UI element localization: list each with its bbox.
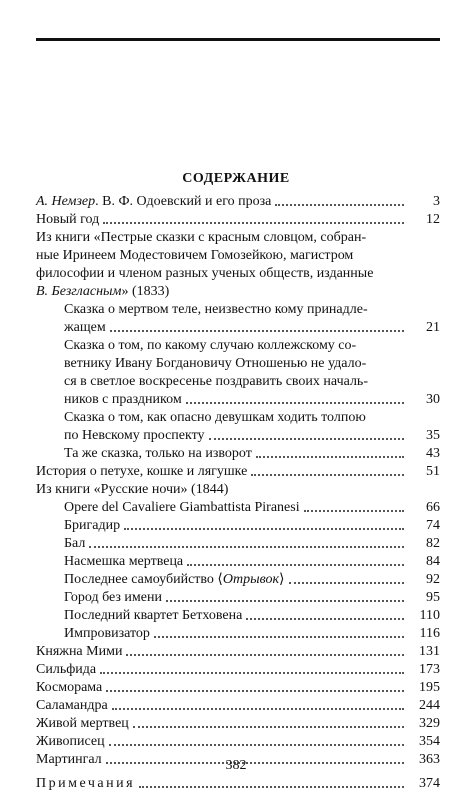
toc-entry	[36, 427, 440, 445]
toc-entry-title	[64, 535, 85, 553]
toc-page-number: 116	[419, 626, 440, 641]
toc-text-part: Сказка о мертвом теле, неизвестно кому принадле-	[64, 302, 368, 317]
toc-page-number: 51	[426, 464, 440, 479]
toc-page-number: 110	[419, 608, 440, 623]
toc-page-number: 66	[426, 500, 440, 515]
toc-page-number: 173	[419, 662, 440, 677]
toc-text-part: ветнику Ивану Богдановичу Отношенью не удало-	[64, 356, 367, 371]
top-rule	[36, 38, 440, 41]
toc-text-part: Из книги «Пестрые сказки с красным словцом, собран-	[36, 230, 367, 245]
toc-page-number: 374	[419, 776, 440, 791]
toc-entry-title	[64, 374, 368, 389]
toc-entry	[36, 697, 440, 715]
toc-entry	[36, 319, 440, 337]
toc-text-part: » (1833)	[121, 284, 170, 299]
page-title: СОДЕРЖАНИЕ	[182, 171, 290, 186]
toc-entry	[36, 661, 440, 679]
dot-leader	[112, 708, 404, 710]
toc-page-number: 195	[419, 680, 440, 695]
toc-entry-title	[36, 482, 228, 497]
dot-leader	[110, 330, 404, 332]
toc-text-part: Саламандра	[36, 698, 108, 713]
toc-text-part: Из книги «Русские ночи» (1844)	[36, 482, 229, 497]
toc-entry-title	[64, 589, 162, 607]
toc-page-number: 92	[426, 572, 440, 587]
toc-entry-title	[36, 775, 135, 793]
dot-leader	[256, 456, 404, 458]
toc-entry	[36, 193, 440, 211]
toc-page-number: 3	[433, 194, 440, 209]
toc-line	[36, 301, 440, 319]
dot-leader	[89, 546, 404, 548]
toc-page-number: 35	[426, 428, 440, 443]
dot-leader	[126, 654, 404, 656]
toc-text-part: Насмешка мертвеца	[64, 554, 184, 569]
toc-text-part: ся в светлое воскресенье поздравить своих началь-	[64, 374, 368, 389]
toc-text-part: Та же сказка, только на изворот	[64, 446, 252, 461]
toc-line	[36, 283, 440, 301]
dot-leader	[133, 726, 404, 728]
toc-entry	[36, 517, 440, 535]
toc-text-part: В. Безгласным	[36, 284, 122, 299]
toc-entry-title	[64, 445, 252, 463]
toc-entry	[36, 391, 440, 409]
toc-page-number: 43	[426, 446, 440, 461]
toc-entry-title	[36, 230, 366, 245]
toc-entry-title	[64, 302, 368, 317]
toc-entry	[36, 463, 440, 481]
toc-page-number: 95	[426, 590, 440, 605]
dot-leader	[289, 582, 404, 584]
toc-text-part: Мартингал	[36, 752, 102, 767]
toc-text-part: Примечания	[36, 776, 136, 791]
toc-entry	[36, 607, 440, 625]
toc-text-part: История о петухе, кошке и лягушке	[36, 464, 248, 479]
toc-page-number: 21	[426, 320, 440, 335]
toc-entry-title	[64, 553, 183, 571]
toc-text-part: ников с праздником	[64, 392, 182, 407]
toc-entry-title	[64, 319, 106, 337]
toc-text-part: Живописец	[36, 734, 105, 749]
toc-entry-title	[64, 625, 150, 643]
toc-entry	[36, 553, 440, 571]
toc-line	[36, 265, 440, 283]
toc-entry-title	[36, 643, 122, 661]
toc-entry	[36, 499, 440, 517]
toc-text-part: Косморама	[36, 680, 103, 695]
dot-leader	[166, 600, 404, 602]
dot-leader	[275, 204, 404, 206]
toc-entry	[36, 733, 440, 751]
toc-text-part: Последнее самоубийство ⟨	[64, 572, 223, 587]
toc-text-part: Сказка о том, по какому случаю коллежскому со-	[64, 338, 357, 353]
toc-entry-title	[36, 679, 102, 697]
toc-entry	[36, 643, 440, 661]
toc-line	[36, 373, 440, 391]
toc-entry-title	[36, 715, 129, 733]
toc-text-part: ⟩	[279, 572, 285, 587]
toc-page-number: 30	[426, 392, 440, 407]
toc-line	[36, 355, 440, 373]
dot-leader	[100, 672, 404, 674]
toc-entry-title	[36, 733, 105, 751]
toc-page-number: 363	[419, 752, 440, 767]
toc-text-part: Opere del Cavaliere Giambattista Piranesi	[64, 500, 300, 515]
toc-page-number: 82	[426, 536, 440, 551]
toc-page-number: 329	[419, 716, 440, 731]
toc-line	[36, 481, 440, 499]
toc-text-part: Сказка о том, как опасно девушкам ходить толпою	[64, 410, 366, 425]
dot-leader	[103, 222, 404, 224]
dot-leader	[251, 474, 404, 476]
toc-line	[36, 247, 440, 265]
toc-text-part: Последний квартет Бетховена	[64, 608, 243, 623]
toc-page-number: 84	[426, 554, 440, 569]
toc-entry-title	[36, 284, 169, 299]
toc-line	[36, 409, 440, 427]
toc-entry	[36, 625, 440, 643]
toc-text-part: по Невскому проспекту	[64, 428, 205, 443]
toc-text-part: философии и членом разных ученых обществ, изданные	[36, 266, 374, 281]
table-of-contents	[36, 193, 440, 793]
toc-text-part: Импровизатор	[64, 626, 150, 641]
toc-entry-title	[64, 338, 356, 353]
toc-entry-title	[36, 193, 271, 211]
dot-leader	[124, 528, 404, 530]
toc-entry-title	[64, 391, 182, 409]
toc-text-part: . В. Ф. Одоевский и его проза	[95, 194, 272, 209]
toc-line	[36, 229, 440, 247]
toc-page-number: 244	[419, 698, 440, 713]
toc-text-part: Сильфида	[36, 662, 97, 677]
toc-entry	[36, 775, 440, 793]
dot-leader	[304, 510, 404, 512]
toc-entry	[36, 589, 440, 607]
toc-entry-title	[36, 463, 247, 481]
toc-entry-title	[64, 427, 205, 445]
toc-entry	[36, 445, 440, 463]
toc-text-part: Город без имени	[64, 590, 162, 605]
page-number: 382	[225, 758, 247, 773]
toc-entry-title	[36, 661, 96, 679]
toc-entry-title	[64, 607, 242, 625]
toc-text-part: Живой мертвец	[36, 716, 129, 731]
dot-leader	[106, 690, 404, 692]
toc-entry-title	[64, 356, 366, 371]
dot-leader	[139, 786, 404, 788]
toc-text-part: Отрывок	[222, 572, 280, 587]
toc-page-number: 131	[419, 644, 440, 659]
toc-text-part: Новый год	[36, 212, 100, 227]
toc-text-part: Бригадир	[64, 518, 121, 533]
toc-entry	[36, 535, 440, 553]
dot-leader	[109, 744, 404, 746]
toc-line	[36, 337, 440, 355]
toc-entry-title	[64, 517, 120, 535]
toc-entry-title	[36, 211, 99, 229]
toc-entry-title	[64, 410, 366, 425]
toc-entry-title	[64, 571, 285, 589]
toc-entry	[36, 211, 440, 229]
dot-leader	[186, 402, 404, 404]
toc-entry	[36, 679, 440, 697]
dot-leader	[154, 636, 404, 638]
toc-entry-title	[36, 266, 373, 281]
toc-text-part: жащем	[64, 320, 106, 335]
toc-page-number: 12	[426, 212, 440, 227]
toc-entry	[36, 571, 440, 589]
dot-leader	[246, 618, 404, 620]
toc-text-part: Бал	[64, 536, 86, 551]
toc-text-part: А. Немзер	[36, 194, 96, 209]
dot-leader	[187, 564, 404, 566]
toc-text-part: Княжна Мими	[36, 644, 123, 659]
toc-text-part: ные Иринеем Модестовичем Гомозейкою, магистром	[36, 248, 354, 263]
toc-entry-title	[36, 248, 353, 263]
toc-entry	[36, 715, 440, 733]
toc-page-number: 354	[419, 734, 440, 749]
toc-entry-title	[64, 499, 300, 517]
toc-entry-title	[36, 697, 108, 715]
toc-page-number: 74	[426, 518, 440, 533]
dot-leader	[209, 438, 404, 440]
